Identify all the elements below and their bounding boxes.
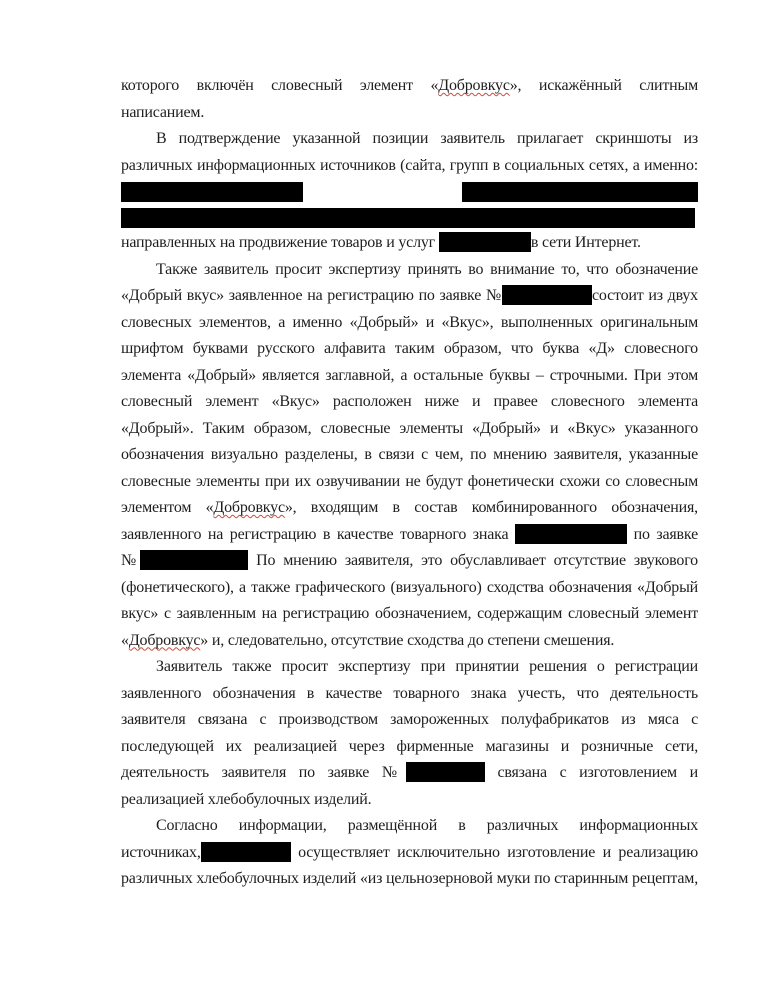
text-line	[121, 257, 698, 284]
text-line	[121, 654, 698, 681]
text-line	[121, 310, 698, 337]
text-line	[121, 787, 698, 814]
text-segment: обозначения визуально разделены, в связи с чем, по мнению заявителя, указанные	[121, 446, 698, 463]
text-segment: словесный элемент «Вкус» расположен ниже и правее словесного элемента	[121, 393, 698, 410]
text-line	[121, 628, 698, 655]
text-line	[121, 548, 698, 575]
text-line	[121, 469, 698, 496]
text-segment: источниках,	[121, 843, 201, 861]
text-segment: «Добрый вкус» заявленное на регистрацию по заявке №	[121, 287, 503, 304]
text-segment: Согласно информации, размещённой в различных информационных	[156, 817, 698, 834]
text-line	[121, 734, 698, 761]
text-segment: написанием.	[121, 103, 205, 121]
text-line	[121, 575, 698, 602]
inline-redaction-bar	[201, 842, 291, 862]
text-line	[121, 760, 698, 787]
text-line	[121, 681, 698, 708]
text-line	[121, 73, 698, 100]
text-segment: », входящим в состав комбинированного обозначения,	[284, 499, 698, 516]
text-segment: элемента «Добрый» является заглавной, а остальные буквы – строчными. При этом	[121, 366, 698, 384]
redaction-bar	[462, 182, 698, 202]
text-segment: Заявитель также просит экспертизу при принятии решения о регистрации	[156, 658, 698, 675]
misspelled-word: Добровкус	[128, 631, 201, 649]
inline-redaction-bar	[140, 550, 248, 570]
text-line	[121, 416, 698, 443]
redaction-bar	[121, 182, 303, 202]
text-line	[121, 442, 698, 469]
inline-redaction-bar	[439, 232, 531, 252]
redaction-bar	[121, 208, 695, 228]
redaction-row	[121, 182, 698, 202]
inline-redaction-bar	[406, 762, 485, 782]
text-segment: «	[121, 631, 129, 649]
text-segment: элементом «	[121, 499, 214, 516]
text-segment: » и, следовательно, отсутствие сходства до степени смешения.	[200, 631, 615, 649]
text-line	[121, 601, 698, 628]
text-segment: », искажённый слитным	[509, 77, 698, 94]
text-segment: шрифтом буквами русского алфавита таким образом, что буква «Д» словесного	[121, 340, 698, 357]
text-segment: заявителя связана с производством замороженных полуфабрикатов из мяса с	[121, 711, 698, 728]
misspelled-word: Добровкус	[213, 499, 285, 516]
text-segment: №	[121, 552, 141, 569]
text-segment: заявленного на регистрацию в качестве товарного знака	[121, 525, 515, 543]
text-line	[121, 840, 698, 867]
text-segment: осуществляет исключительно изготовление и реализацию	[290, 843, 698, 861]
text-segment: состоит из двух	[592, 287, 698, 304]
redaction-row	[121, 208, 698, 228]
inline-redaction-bar	[502, 285, 592, 305]
text-line	[121, 495, 698, 522]
text-line	[121, 389, 698, 416]
text-line	[121, 100, 698, 127]
text-line	[121, 126, 698, 153]
document-page	[121, 73, 698, 893]
inline-redaction-bar	[515, 524, 627, 544]
text-segment: По мнению заявителя, это обуславливает отсутствие звукового	[248, 552, 698, 569]
text-segment: различных хлебобулочных изделий «из цельнозерновой муки по старинным рецептам,	[121, 870, 698, 887]
text-segment: словесных элементов, а именно «Добрый» и «Вкус», выполненных оригинальным	[121, 313, 698, 331]
misspelled-word: Добровкус	[438, 77, 510, 94]
text-segment: словесные элементы при их озвучивании не будут фонетически схожи со словесным	[121, 472, 698, 490]
text-segment: различных информационных источников (сайта, групп в социальных сетях, а именно:	[121, 156, 698, 174]
text-segment: направленных на продвижение товаров и услуг	[121, 234, 439, 251]
text-segment: заявленного обозначения в качестве товарного знака учесть, что деятельность	[121, 684, 698, 702]
text-line	[121, 363, 698, 390]
text-segment: последующей их реализацией через фирменные магазины и розничные сети,	[121, 737, 698, 755]
text-line	[121, 522, 698, 549]
text-line	[121, 866, 698, 893]
text-line	[121, 813, 698, 840]
text-line	[121, 283, 698, 310]
text-line	[121, 707, 698, 734]
text-line	[121, 336, 698, 363]
text-segment: в сети Интернет.	[530, 234, 641, 251]
text-segment: Также заявитель просит экспертизу принять во внимание то, что обозначение	[156, 260, 698, 278]
text-segment: связана с изготовлением и	[484, 764, 698, 781]
text-segment: вкус» с заявленным на регистрацию обозначением, содержащим словесный элемент	[121, 605, 698, 622]
text-segment: «Добрый». Таким образом, словесные элементы «Добрый» и «Вкус» указанного	[121, 419, 698, 437]
text-segment: по заявке	[627, 525, 698, 543]
text-segment: деятельность заявителя по заявке №	[121, 764, 406, 781]
text-segment: В подтверждение указанной позиции заявитель прилагает скриншоты из	[156, 130, 698, 147]
text-line	[121, 230, 698, 257]
text-line	[121, 153, 698, 180]
text-segment: которого включён словесный элемент «	[121, 77, 439, 94]
text-segment: реализацией хлебобулочных изделий.	[121, 790, 372, 808]
text-segment: (фонетического), а также графического (визуального) сходства обозначения «Добрый	[121, 578, 698, 596]
